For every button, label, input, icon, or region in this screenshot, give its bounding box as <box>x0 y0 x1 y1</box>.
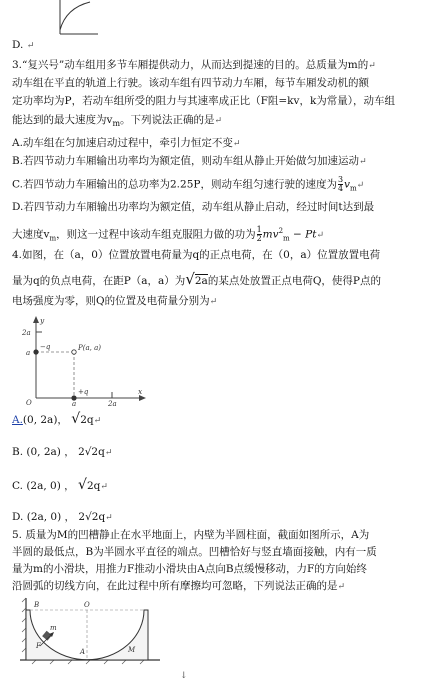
q4-option-d: D. (2a, 0) ， 2√2q↵ <box>12 511 113 523</box>
fig5-label-o: O <box>84 601 90 609</box>
fig4-neg-charge: −q <box>40 343 51 351</box>
q4-stem-line-1: 4.如图，在（a，0）位置放置电荷量为q的正点电荷，在（0，a）位置放置电荷 <box>12 249 381 261</box>
fig4-x-axis-label: x <box>138 387 143 396</box>
q3-option-a: A.动车组在匀加速启动过程中，牵引力恒定不变↵ <box>12 137 241 149</box>
q5-groove-figure <box>20 596 170 666</box>
q3-stem-line-4: 能达到的最大速度为$v_m$。下列说法正确的是↵ <box>12 114 223 129</box>
q5-stem-line-4: 沿圆弧的切线方向，在此过程中所有摩擦均可忽略，下列说法正确的是↵ <box>12 580 346 592</box>
bottom-arrow-marker: ↓ <box>180 671 188 681</box>
fig4-label-a-y: a <box>26 349 31 357</box>
q4-option-b: B. (0, 2a) ， 2√2q↵ <box>12 446 113 458</box>
q3-option-b: B.若四节动力车厢输出功率均为额定值，则动车组从静止开始做匀加速运动↵ <box>12 155 367 167</box>
q4-option-c: C. (2a, 0) ， √2q↵ <box>12 477 108 493</box>
fig4-origin: O <box>26 399 32 406</box>
q3-stem-line-1: 3.“复兴号”动车组用多节车厢提供动力，从而达到提速的目的。总质量为m的↵ <box>12 59 376 71</box>
q4-option-a: A.(0, 2a)， √2q↵ <box>12 411 102 427</box>
fig4-pos-charge: +q <box>78 388 89 396</box>
q5-stem-line-1: 5. 质量为M的凹槽静止在水平地面上，内壁为半圆柱面，截面如图所示，A为 <box>12 529 370 541</box>
fig4-label-2a-x: 2a <box>108 400 117 406</box>
q5-stem-line-2: 半圆的最低点，B为半圆水平直径的端点。凹槽恰好与竖直墙面接触，内有一质 <box>12 546 377 558</box>
q4-stem-line-3: 电场强度为零，则Q的位置及电荷量分别为↵ <box>12 295 218 307</box>
q3-option-d-line-2: 大速度$v_m$，则这一过程中该动车组克服阻力做的功为 $\frac{1}{2}$ $mv^2_m$ − Pt↵ <box>12 225 324 243</box>
q3-option-d-line-1: D.若四节动力车厢输出功率均为额定值，动车组从静止启动，经过时间t达到最 <box>12 201 375 213</box>
q3-stem-line-3: 定功率均为P，若动车组所受的阻力与其速率成正比（F阻=kv，k为常量），动车组 <box>12 95 396 107</box>
fig4-label-a-x: a <box>72 400 77 406</box>
fig5-label-f: F <box>36 642 41 650</box>
q3-stem-line-2: 动车组在平直的轨道上行驶。该动车组有四节动力车厢，每节车厢发动机的额 <box>12 77 369 89</box>
q4-coordinate-figure <box>12 314 147 406</box>
fig5-label-m-big: M <box>128 646 136 654</box>
q3-option-c: C.若四节动力车厢输出的总功率为2.25P，则动车组匀速行驶的速度为 $\frac{3}{4}$ $v_m↵$ <box>12 175 365 193</box>
q5-stem-line-3: 量为m的小滑块，用推力F推动小滑块由A点向B点缓慢移动，力F的方向始终 <box>12 563 367 575</box>
fig5-label-a: A <box>80 648 86 656</box>
top-partial-graph <box>50 0 100 36</box>
fig4-y-axis-label: y <box>40 316 45 325</box>
previous-option-d: D. ↵ <box>12 39 35 51</box>
fig4-label-2a-y: 2a <box>22 329 31 337</box>
fig4-point-p: P(a, a) <box>78 344 101 352</box>
fig5-label-m-small: m <box>50 624 57 632</box>
fig5-label-b: B <box>34 601 40 609</box>
q4-stem-line-2: 量为q的负点电荷，在距P（a，a）为√2a的某点处放置正点电荷Q，使得P点的 <box>12 270 382 288</box>
